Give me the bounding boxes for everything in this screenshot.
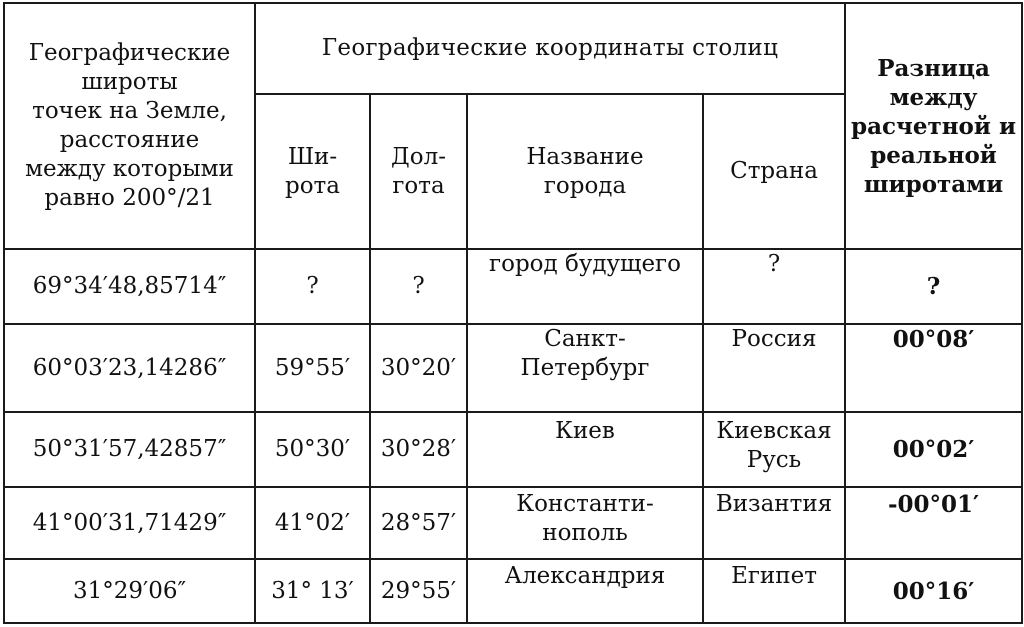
calculated-latitude-cell: 50°31′57,42857″ — [4, 412, 255, 487]
difference-cell: 00°16′ — [845, 559, 1022, 623]
difference-cell: ? — [845, 249, 1022, 324]
table-row — [4, 559, 1022, 623]
country-cell: Египет — [703, 559, 845, 623]
city-cell: Константи- нополь — [467, 487, 703, 559]
latitude-cell: 59°55′ — [255, 324, 370, 412]
calculated-latitude-cell: 60°03′23,14286″ — [4, 324, 255, 412]
longitude-cell: 30°28′ — [370, 412, 467, 487]
calculated-latitude-cell: 41°00′31,71429″ — [4, 487, 255, 559]
difference-cell: 00°08′ — [845, 324, 1022, 412]
city-cell: Александрия — [467, 559, 703, 623]
table-row — [4, 412, 1022, 487]
difference-cell: -00°01′ — [845, 487, 1022, 559]
header-calculated-latitudes: Географические широты точек на Земле, расстояние между которыми равно 200°/21 — [4, 3, 255, 249]
header-city-name: Название города — [467, 94, 703, 249]
header-longitude: Дол- гота — [370, 94, 467, 249]
city-cell: город будущего — [467, 249, 703, 324]
table-row — [4, 324, 1022, 412]
country-cell: ? — [703, 249, 845, 324]
calculated-latitude-cell: 69°34′48,85714″ — [4, 249, 255, 324]
latitude-cell: ? — [255, 249, 370, 324]
header-capital-coordinates: Географические координаты столиц — [255, 3, 845, 94]
latitude-cell: 50°30′ — [255, 412, 370, 487]
city-cell: Санкт- Петербург — [467, 324, 703, 412]
header-latitude-difference: Разница между расчетной и реальной широтами — [845, 3, 1022, 249]
latitude-cell: 41°02′ — [255, 487, 370, 559]
city-cell: Киев — [467, 412, 703, 487]
longitude-cell: 28°57′ — [370, 487, 467, 559]
table-row — [4, 487, 1022, 559]
longitude-cell: 30°20′ — [370, 324, 467, 412]
header-latitude: Ши- рота — [255, 94, 370, 249]
coordinates-table — [3, 2, 1023, 624]
longitude-cell: 29°55′ — [370, 559, 467, 623]
country-cell: Византия — [703, 487, 845, 559]
longitude-cell: ? — [370, 249, 467, 324]
country-cell: Россия — [703, 324, 845, 412]
country-cell: Киевская Русь — [703, 412, 845, 487]
calculated-latitude-cell: 31°29′06″ — [4, 559, 255, 623]
latitude-cell: 31° 13′ — [255, 559, 370, 623]
difference-cell: 00°02′ — [845, 412, 1022, 487]
header-country: Страна — [703, 94, 845, 249]
table-row — [4, 249, 1022, 324]
